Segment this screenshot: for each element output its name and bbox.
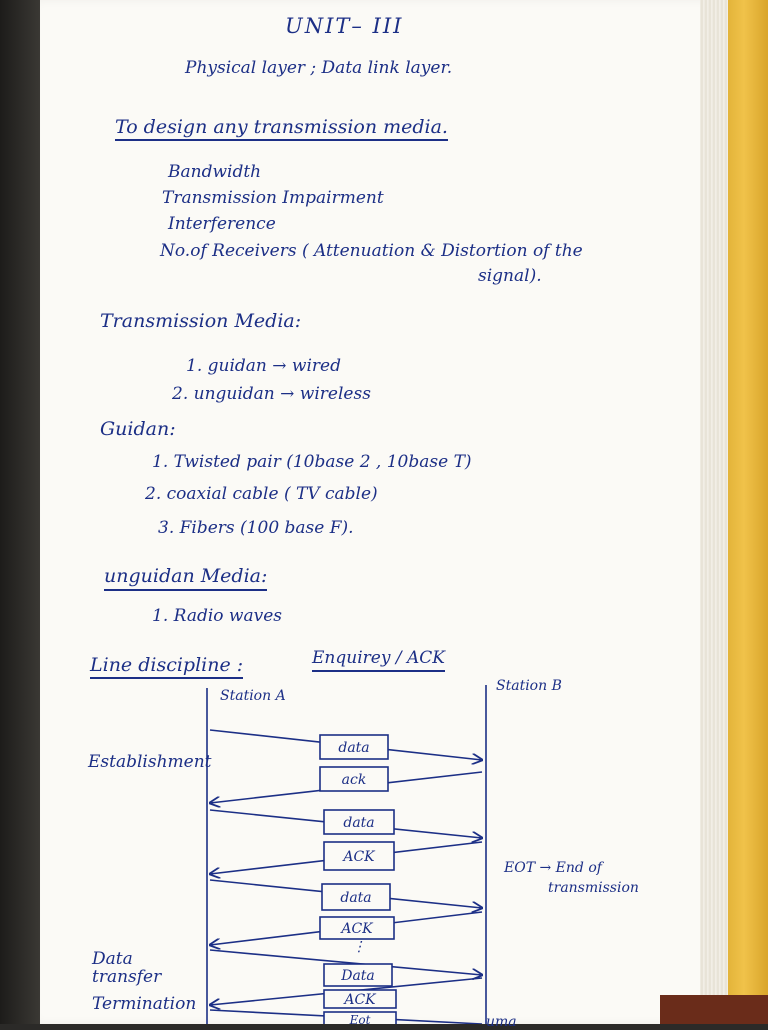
tail-text: uma bbox=[486, 1014, 517, 1030]
phase-termination: Termination bbox=[92, 994, 197, 1014]
frame-label: Data bbox=[341, 968, 375, 984]
frame-label: Eot bbox=[349, 1013, 371, 1024]
phase-data-transfer: Data transfer bbox=[92, 949, 162, 987]
media-item: 1. guidan → wired bbox=[186, 356, 341, 376]
media-item: 2. unguidan → wireless bbox=[172, 384, 371, 404]
frame-label: ACK bbox=[341, 921, 373, 937]
design-item: signal). bbox=[478, 266, 542, 286]
frame-label: ACK bbox=[344, 992, 376, 1008]
line-discipline-mode: Enquirey / ACK bbox=[312, 648, 445, 672]
frame-label: data bbox=[340, 890, 372, 906]
station-b-label: Station B bbox=[496, 678, 562, 694]
design-item: Interference bbox=[168, 214, 276, 234]
continuation-dots: ⋮ bbox=[352, 939, 366, 955]
unguided-heading: unguidan Media: bbox=[104, 565, 267, 591]
design-item: Bandwidth bbox=[168, 162, 262, 182]
guided-heading: Guidan: bbox=[100, 418, 176, 440]
frame-label: data bbox=[343, 815, 375, 831]
page-title: UNIT– III bbox=[285, 14, 404, 38]
design-item: No.of Receivers ( Attenuation & Distortion of the bbox=[160, 241, 583, 261]
frame-label: ACK bbox=[343, 849, 375, 865]
guided-item: 3. Fibers (100 base F). bbox=[158, 518, 354, 538]
guided-item: 1. Twisted pair (10base 2 , 10base T) bbox=[152, 452, 472, 472]
guided-item: 2. coaxial cable ( TV cable) bbox=[145, 484, 378, 504]
phase-establishment: Establishment bbox=[88, 752, 212, 772]
line-discipline-heading: Line discipline : bbox=[90, 654, 243, 679]
design-item: Transmission Impairment bbox=[162, 188, 384, 208]
eot-note-line2: transmission bbox=[548, 880, 639, 896]
unguided-item: 1. Radio waves bbox=[152, 606, 282, 626]
station-a-label: Station A bbox=[220, 688, 286, 704]
page-subtitle: Physical layer ; Data link layer. bbox=[185, 58, 453, 78]
design-heading: To design any transmission media. bbox=[115, 116, 448, 141]
eot-note-line1: EOT → End of bbox=[504, 860, 602, 876]
media-heading: Transmission Media: bbox=[100, 310, 302, 332]
frame-label: ack bbox=[341, 772, 367, 788]
frame-label: data bbox=[338, 740, 370, 756]
